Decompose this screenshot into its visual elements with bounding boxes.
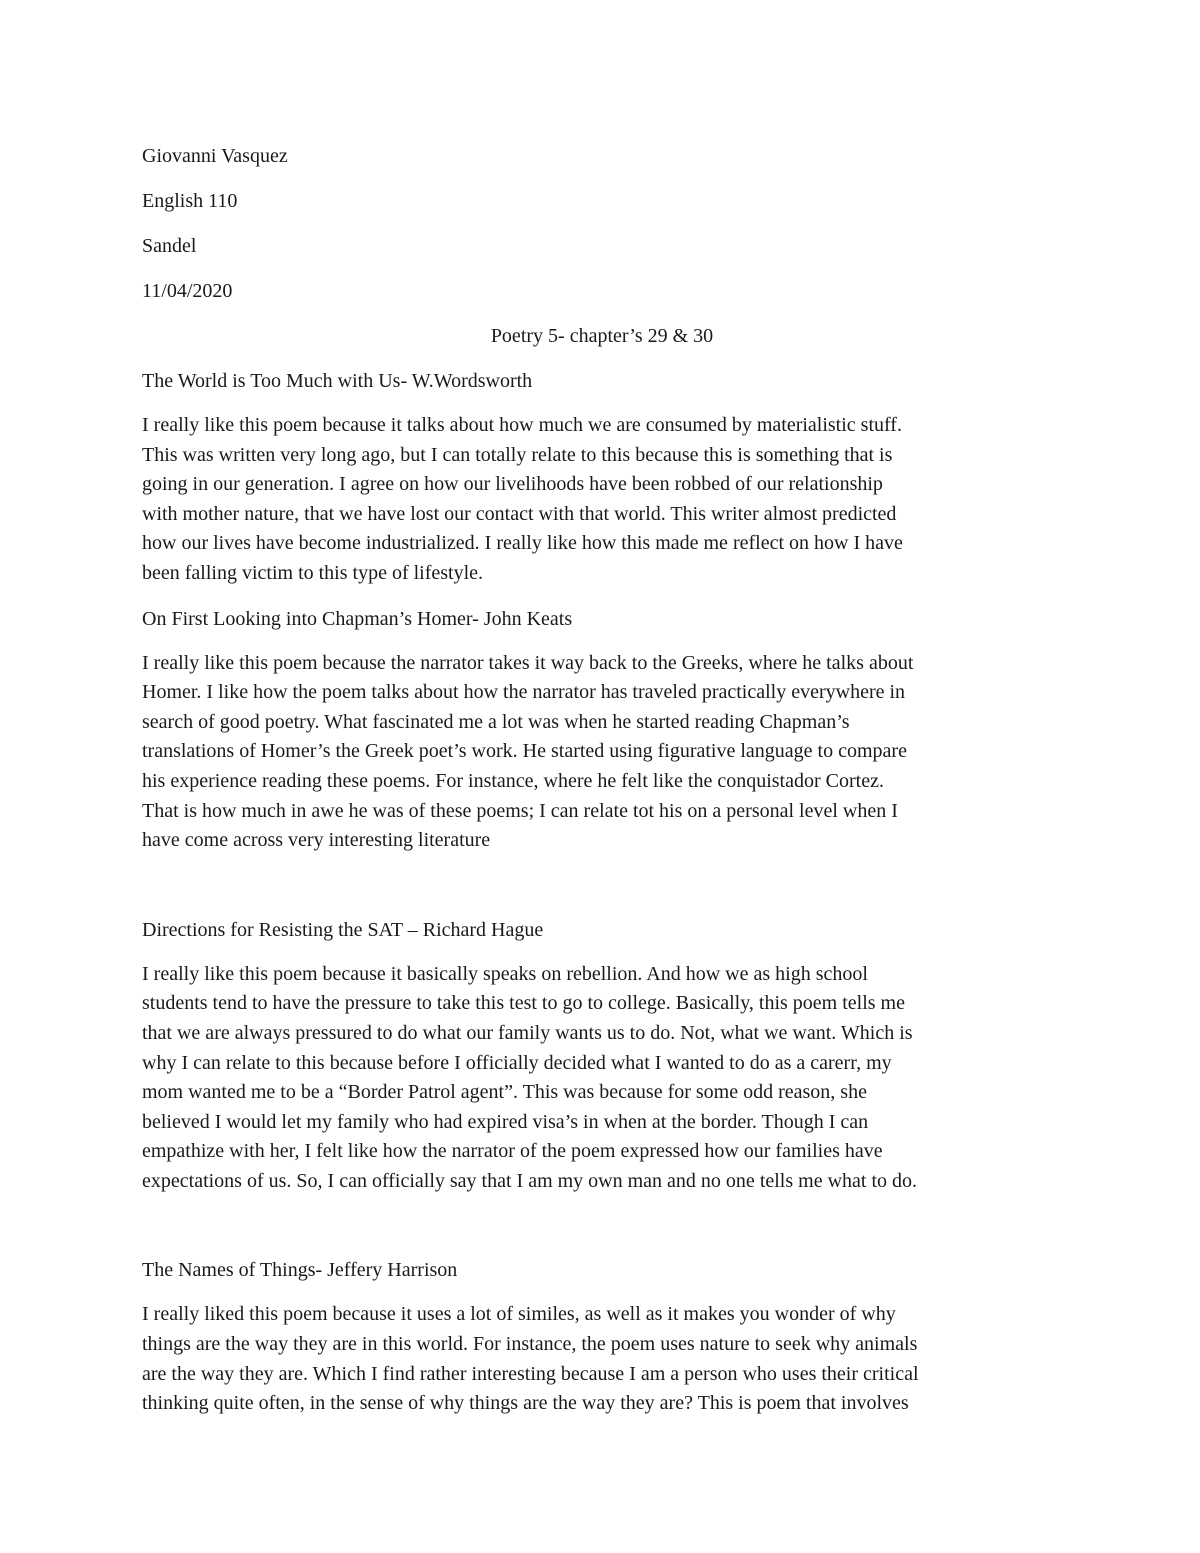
paragraph-line: empathize with her, I felt like how the narrator of the poem expressed how our families have	[142, 1140, 883, 1163]
paragraph-line: I really like this poem because the narrator takes it way back to the Greeks, where he talks about	[142, 651, 914, 674]
course-name: English 110	[142, 190, 238, 212]
paragraph-line: That is how much in awe he was of these poems; I can relate tot his on a personal level when I	[142, 799, 898, 822]
paragraph-line: I really like this poem because it talks about how much we are consumed by materialistic stuff.	[142, 414, 902, 436]
response-paragraph	[142, 1300, 1062, 1418]
paragraph-line: have come across very interesting literature	[142, 829, 491, 852]
paragraph-line: Homer. I like how the poem talks about how the narrator has traveled practically everywhere in	[142, 681, 906, 704]
document-date: 11/04/2020	[142, 280, 233, 302]
paragraph-line: thinking quite often, in the sense of why things are the way they are? This is poem that involves	[142, 1392, 909, 1415]
response-paragraph	[142, 960, 1062, 1197]
paragraph-line: expectations of us. So, I can officially say that I am my own man and no one tells me what to do.	[142, 1169, 918, 1192]
paragraph-line: are the way they are. Which I find rather interesting because I am a person who uses their critical	[142, 1362, 919, 1385]
response-paragraph	[142, 649, 1062, 856]
poem-title: The World is Too Much with Us- W.Wordsworth	[142, 370, 533, 392]
paragraph-line: that we are always pressured to do what our family wants us to do. Not, what we want. Which is	[142, 1021, 913, 1044]
paragraph-line: his experience reading these poems. For instance, where he felt like the conquistador Cortez.	[142, 769, 884, 792]
poem-title: The Names of Things- Jeffery Harrison	[142, 1259, 458, 1282]
paragraph-line: translations of Homer’s the Greek poet’s work. He started using figurative language to compare	[142, 740, 907, 763]
author-name: Giovanni Vasquez	[142, 145, 288, 167]
paragraph-line: been falling victim to this type of lifestyle.	[142, 561, 484, 584]
poem-title: On First Looking into Chapman’s Homer- John Keats	[142, 607, 573, 630]
paragraph-line: going in our generation. I agree on how our livelihoods have been robbed of our relationship	[142, 473, 883, 496]
paragraph-line: search of good poetry. What fascinated me a lot was when he started reading Chapman’s	[142, 710, 850, 733]
blank-line	[142, 1211, 1062, 1255]
poem-title: Directions for Resisting the SAT – Richard Hague	[142, 918, 544, 941]
paragraph-line: how our lives have become industrialized. I really like how this made me reflect on how I have	[142, 532, 903, 555]
paragraph-line: This was written very long ago, but I can totally relate to this because this is something that is	[142, 443, 893, 466]
paragraph-line: with mother nature, that we have lost our contact with that world. This writer almost predicted	[142, 502, 897, 525]
paragraph-line: things are the way they are in this world. For instance, the poem uses nature to seek why animals	[142, 1333, 918, 1356]
paragraph-line: why I can relate to this because before I officially decided what I wanted to do as a carerr, my	[142, 1051, 892, 1074]
paragraph-line: I really liked this poem because it uses a lot of similes, as well as it makes you wonder of why	[142, 1303, 896, 1326]
blank-line	[142, 871, 1062, 915]
paragraph-line: mom wanted me to be a “Border Patrol agent”. This was because for some odd reason, she	[142, 1081, 867, 1104]
paragraph-line: believed I would let my family who had expired visa’s in when at the border. Though I can	[142, 1110, 869, 1133]
response-paragraph	[142, 411, 1062, 589]
document-page	[142, 141, 1062, 1434]
paragraph-line: I really like this poem because it basically speaks on rebellion. And how we as high school	[142, 962, 868, 985]
paragraph-line: students tend to have the pressure to take this test to go to college. Basically, this poem tells me	[142, 992, 905, 1015]
instructor-name: Sandel	[142, 235, 197, 257]
document-title: Poetry 5- chapter’s 29 & 30	[490, 325, 714, 347]
